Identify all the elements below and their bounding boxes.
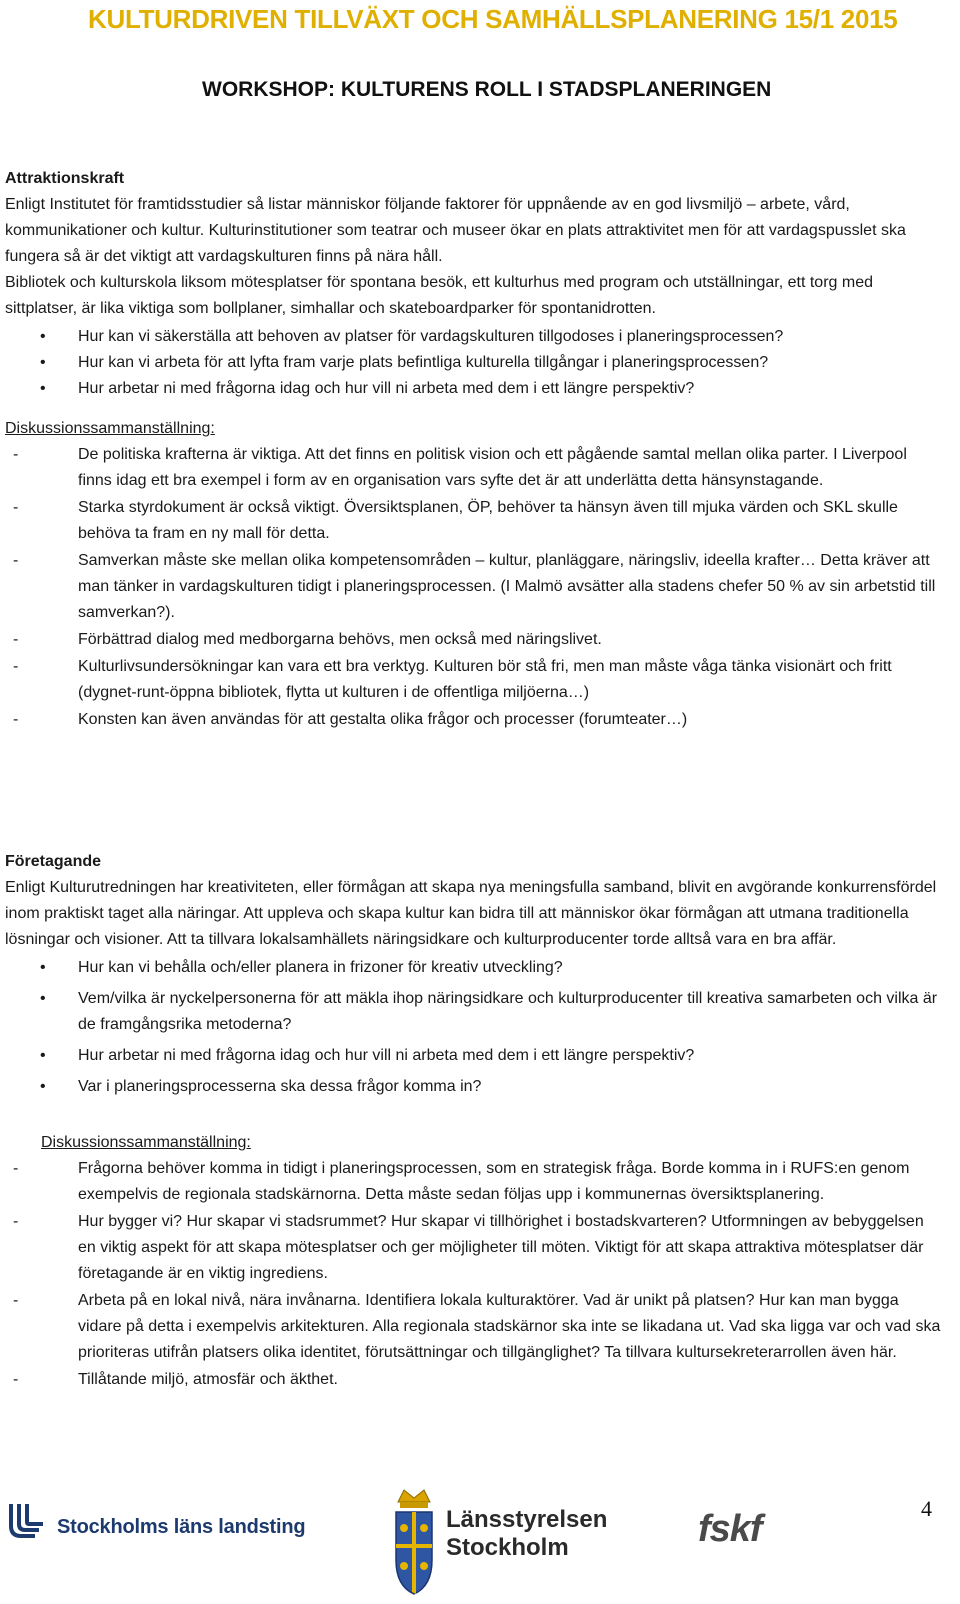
list-item [5,955,945,981]
dash-icon: - [13,1292,19,1309]
discussion-list [5,1156,945,1393]
list-item-text: Hur kan vi säkerställa att behoven av platser för vardagskulturen tillgodoses i planeringsprocessen? [78,328,784,345]
list-item [5,1367,945,1393]
question-list [5,955,945,1100]
list-item [5,1043,945,1069]
discussion-list [5,442,945,733]
bullet-icon: • [40,1078,46,1095]
bullet-icon: • [40,1047,46,1064]
list-item-text: Hur kan vi arbeta för att lyfta fram varje plats befintliga kulturella tillgångar i planeringsprocessen? [78,354,769,371]
list-item [5,548,945,626]
list-item-text: Hur arbetar ni med frågorna idag och hur vill ni arbeta med dem i ett längre perspektiv? [78,380,695,397]
list-item-text: Hur arbetar ni med frågorna idag och hur vill ni arbeta med dem i ett längre perspektiv? [78,1047,695,1064]
section-foretagande [5,849,945,1394]
list-item-text: Konsten kan även användas för att gestalta olika frågor och processer (forumteater…) [78,711,688,728]
section-heading: Företagande [5,853,102,870]
list-item [5,1156,945,1208]
list-item [5,1288,945,1366]
section-paragraph: Bibliotek och kulturskola liksom mötesplatser för spontana besök, ett kulturhus med program och utställningar, ett torg med sittplatser, är lika viktiga som bollplaner, simhallar och skateboardparker för spontanidrotten. [5,274,873,317]
workshop-title: WORKSHOP: KULTURENS ROLL I STADSPLANERINGEN [202,78,772,101]
discussion-label: Diskussionssammanställning: [41,1134,251,1151]
list-item [5,654,945,706]
list-item-text: Tillåtande miljö, atmosfär och äkthet. [78,1371,338,1388]
list-item-text: Kulturlivsundersökningar kan vara ett bra verktyg. Kulturen bör stå fri, men man måste våga tänka visionärt och fritt (dygnet-runt-öppna bibliotek, flytta ut kulturen i de offentliga miljöerna…) [78,658,892,701]
dash-icon: - [13,658,19,675]
bullet-icon: • [40,328,46,345]
bullet-icon: • [40,959,46,976]
list-item-text: Vem/vilka är nyckelpersonerna för att mäkla ihop näringsidkare och kulturproducenter till kreativa samarbeten och vilka är de framgångsrika metoderna? [78,990,938,1033]
bullet-icon: • [40,380,46,397]
section-attraktionskraft [5,166,945,734]
list-item [5,1209,945,1287]
list-item-text: Samverkan måste ske mellan olika kompetensområden – kultur, planläggare, näringsliv, ideella krafter… Detta kräver att man tänker in vardagskulturen tidigt i planeringsprocessen. (I Malmö avsätter alla stadens chefer 50 % av sin arbetstid till samverkan?). [78,552,936,621]
discussion-label: Diskussionssammanställning: [5,420,215,437]
sll-emblem-icon [5,1502,49,1546]
footer [0,1480,960,1604]
list-item [5,707,945,733]
list-item-text: Frågorna behöver komma in tidigt i planeringsprocessen, som en strategisk fråga. Borde komma in i RUFS:en genom exempelvis de regionala stadskärnorna. Detta måste sedan följas upp i kommunernas översiktsplanering. [78,1160,910,1203]
list-item [5,350,945,376]
list-item [5,376,945,402]
fskf-logo: fskf [698,1508,762,1550]
lansstyrelsen-line1: Länsstyrelsen [446,1506,608,1533]
list-item [5,495,945,547]
coat-of-arms-icon [388,1482,440,1598]
section-paragraph: Enligt Kulturutredningen har kreativiteten, eller förmågan att skapa nya meningsfulla samband, blivit en avgörande konkurrensfördel inom praktiskt taget alla näringar. Att uppleva och skapa kultur kan bidra till att människor ökar förmågan att utmana traditionella lösningar och visioner. Att ta tillvara lokalsamhällets näringsidkare och kulturproducenter torde alltså vara en bra affär. [5,879,937,948]
list-item-text: Arbeta på en lokal nivå, nära invånarna. Identifiera lokala kulturaktörer. Vad är unikt på platsen? Hur kan man bygga vidare på detta i exempelvis arkitekturen. Alla regionala stadskärnor ska inte se likadana ut. Vad ska ligga var och vad ska prioriteras utifrån platsers olika identitet, förutsättningar och tillgänglighet? Ta tillvara kultursekreterarrollen även här. [78,1292,941,1361]
list-item-text: Förbättrad dialog med medborgarna behövs, men också med näringslivet. [78,631,602,648]
list-item [5,442,945,494]
list-item [5,324,945,350]
list-item-text: Hur bygger vi? Hur skapar vi stadsrummet? Hur skapar vi tillhörighet i bostadskvarteren? Utformningen av bebyggelsen en viktig aspekt för att skapa mötesplatser och ger möjligheter till möten. Viktigt för att skapa attraktiva mötesplatser där företagande är en viktig ingrediens. [78,1213,924,1282]
bullet-icon: • [40,990,46,1007]
dash-icon: - [13,1371,19,1388]
list-item-text: Var i planeringsprocesserna ska dessa frågor komma in? [78,1078,482,1095]
list-item [5,986,945,1038]
list-item-text: Hur kan vi behålla och/eller planera in frizoner för kreativ utveckling? [78,959,563,976]
question-list [5,324,945,402]
page-number: 4 [921,1496,932,1521]
dash-icon: - [13,499,19,516]
sll-logo [5,1502,315,1552]
dash-icon: - [13,711,19,728]
sll-logo-text: Stockholms läns landsting [57,1516,306,1538]
dash-icon: - [13,446,19,463]
dash-icon: - [13,1213,19,1230]
list-item-text: De politiska krafterna är viktiga. Att det finns en politisk vision och ett pågående samtal mellan olika parter. I Liverpool finns idag ett bra exempel i form av en organisation vars syfte det är att underlätta detta hänsynstagande. [78,446,907,489]
lansstyrelsen-line2: Stockholm [446,1534,569,1561]
lansstyrelsen-logo-text [446,1506,607,1562]
list-item [5,1074,945,1100]
dash-icon: - [13,1160,19,1177]
dash-icon: - [13,552,19,569]
bullet-icon: • [40,354,46,371]
section-heading: Attraktionskraft [5,170,125,187]
section-paragraph: Enligt Institutet för framtidsstudier så listar människor följande faktorer för uppnående av en god livsmiljö – arbete, vård, kommunikationer och kultur. Kulturinstitutioner som teatrar och museer ökar en plats attraktivitet men för att vardagspusslet ska fungera så är det viktigt att vardagskulturen finns på nära håll. [5,196,906,265]
dash-icon: - [13,631,19,648]
list-item [5,627,945,653]
lansstyrelsen-logo [388,1482,608,1598]
list-item-text: Starka styrdokument är också viktigt. Översiktsplanen, ÖP, behöver ta hänsyn även till mjuka värden och SKL skulle behöva ta fram en ny mall för detta. [78,499,898,542]
document-title: KULTURDRIVEN TILLVÄXT OCH SAMHÄLLSPLANERING 15/1 2015 [88,4,898,34]
